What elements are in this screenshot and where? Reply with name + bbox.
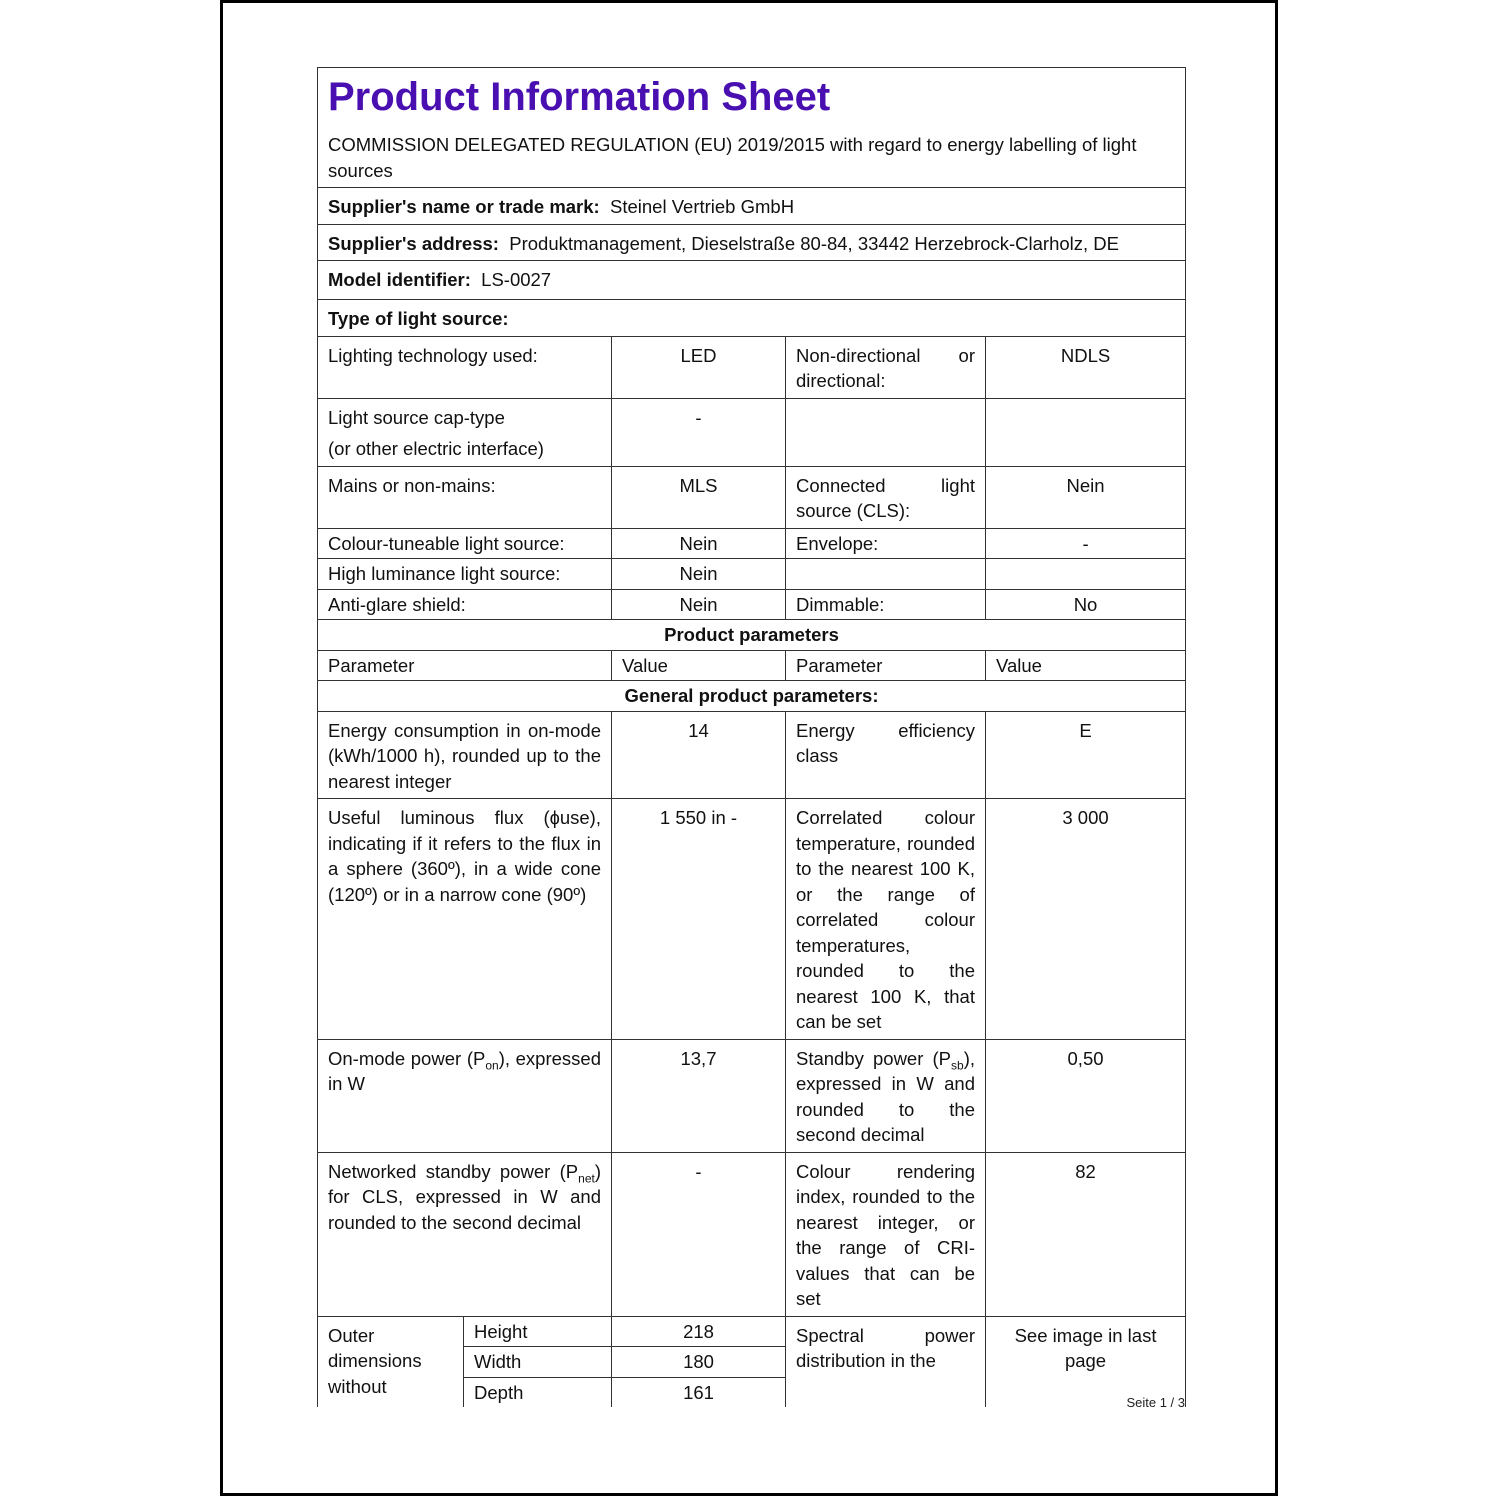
param-label: Correlated colour temperature, rounded to the nearest 100 K, or the range of correlated colour temperatures, rounded to the nearest 100 K, that can be set	[786, 799, 986, 1040]
type-row	[318, 528, 1186, 559]
type-label: Connected light source (CLS):	[786, 466, 986, 528]
column-header: Value	[986, 650, 1186, 681]
dimensions-label: Outer dimensions without	[318, 1316, 464, 1407]
type-label: Anti-glare shield:	[318, 589, 612, 620]
param-value: -	[612, 1152, 786, 1316]
column-header: Parameter	[786, 650, 986, 681]
dimension-value: 161	[612, 1377, 786, 1407]
general-heading-row	[318, 681, 1186, 712]
type-row	[318, 559, 1186, 590]
type-value: LED	[612, 336, 786, 398]
dimension-name: Width	[464, 1347, 612, 1378]
dimension-row	[318, 1316, 1186, 1347]
type-label: Mains or non-mains:	[318, 466, 612, 528]
page-number: Seite 1 / 3	[1126, 1395, 1185, 1410]
type-value	[986, 398, 1186, 466]
param-value: 1 550 in -	[612, 799, 786, 1040]
column-header-row	[318, 650, 1186, 681]
model-value: LS-0027	[481, 269, 552, 290]
type-value: Nein	[612, 589, 786, 620]
type-label: Light source cap-type	[328, 406, 505, 428]
param-label: Colour rendering index, rounded to the nearest integer, or the range of CRI-values that can be set	[786, 1152, 986, 1316]
title-row	[318, 68, 1186, 188]
model-label: Model identifier:	[328, 269, 471, 290]
param-row	[318, 711, 1186, 799]
product-information-sheet	[317, 67, 1185, 1407]
type-label: Non-directional or directional:	[786, 336, 986, 398]
column-header: Parameter	[318, 650, 612, 681]
supplier-label: Supplier's name or trade mark:	[328, 196, 600, 217]
type-label: High luminance light source:	[318, 559, 612, 590]
type-value: -	[612, 398, 786, 466]
type-label: Dimmable:	[786, 589, 986, 620]
type-value: Nein	[612, 559, 786, 590]
address-label: Supplier's address:	[328, 232, 499, 254]
model-row	[318, 261, 1186, 300]
param-value: 3 000	[986, 799, 1186, 1040]
type-value: MLS	[612, 466, 786, 528]
type-label: Lighting technology used:	[318, 336, 612, 398]
type-row	[318, 336, 1186, 398]
param-row	[318, 799, 1186, 1040]
general-heading: General product parameters:	[318, 681, 1186, 712]
page-title: Product Information Sheet	[328, 75, 831, 119]
param-label: Energy efficiency class	[786, 711, 986, 799]
type-row	[318, 398, 1186, 466]
type-label: (or other electric interface)	[328, 438, 544, 459]
param-label: Useful luminous flux (ɸuse), indicating if it refers to the flux in a sphere (360º), in a wide cone (120º) or in a narrow cone (90º)	[318, 799, 612, 1040]
param-label: Energy consumption in on-mode (kWh/1000 h), rounded up to the nearest integer	[318, 711, 612, 799]
dimension-name: Height	[464, 1316, 612, 1347]
param-label: Networked standby power $(P_{net})$ for CLS, expressed in W and rounded to the second decimal	[318, 1152, 612, 1316]
param-row	[318, 1152, 1186, 1316]
param-row	[318, 1039, 1186, 1152]
type-label: Colour-tuneable light source:	[318, 528, 612, 559]
info-table	[317, 67, 1186, 1407]
regulation-text: COMMISSION DELEGATED REGULATION (EU) 2019/2015 with regard to energy labelling of light sources	[328, 134, 1137, 181]
product-params-heading-row	[318, 620, 1186, 651]
param-value: 13,7	[612, 1039, 786, 1152]
param-value: 14	[612, 711, 786, 799]
type-label	[786, 398, 986, 466]
type-heading-row	[318, 300, 1186, 337]
type-value	[986, 559, 1186, 590]
param-value: E	[986, 711, 1186, 799]
type-label: Envelope:	[786, 528, 986, 559]
param-label: On-mode power $(P_{on})$, expressed in W	[318, 1039, 612, 1152]
type-value: No	[986, 589, 1186, 620]
address-row	[318, 224, 1186, 261]
param-value: 82	[986, 1152, 1186, 1316]
type-row	[318, 589, 1186, 620]
dimension-name: Depth	[464, 1377, 612, 1407]
address-value: Produktmanagement, Dieselstraße 80-84, 33442 Herzebrock-Clarholz, DE	[509, 232, 1120, 254]
dimension-value: 180	[612, 1347, 786, 1378]
type-value: NDLS	[986, 336, 1186, 398]
supplier-row	[318, 188, 1186, 225]
type-label	[786, 559, 986, 590]
type-value: Nein	[986, 466, 1186, 528]
type-heading: Type of light source:	[318, 300, 1186, 337]
product-params-heading: Product parameters	[318, 620, 1186, 651]
spectral-value: See image in last page	[986, 1316, 1186, 1407]
param-label: Standby power $(P_{sb})$, expressed in W and rounded to the second decimal	[786, 1039, 986, 1152]
spectral-label: Spectral power distribution in the	[786, 1316, 986, 1407]
dimension-value: 218	[612, 1316, 786, 1347]
type-value: Nein	[612, 528, 786, 559]
param-value: 0,50	[986, 1039, 1186, 1152]
supplier-value: Steinel Vertrieb GmbH	[610, 196, 795, 217]
type-value: -	[986, 528, 1186, 559]
column-header: Value	[612, 650, 786, 681]
type-row	[318, 466, 1186, 528]
